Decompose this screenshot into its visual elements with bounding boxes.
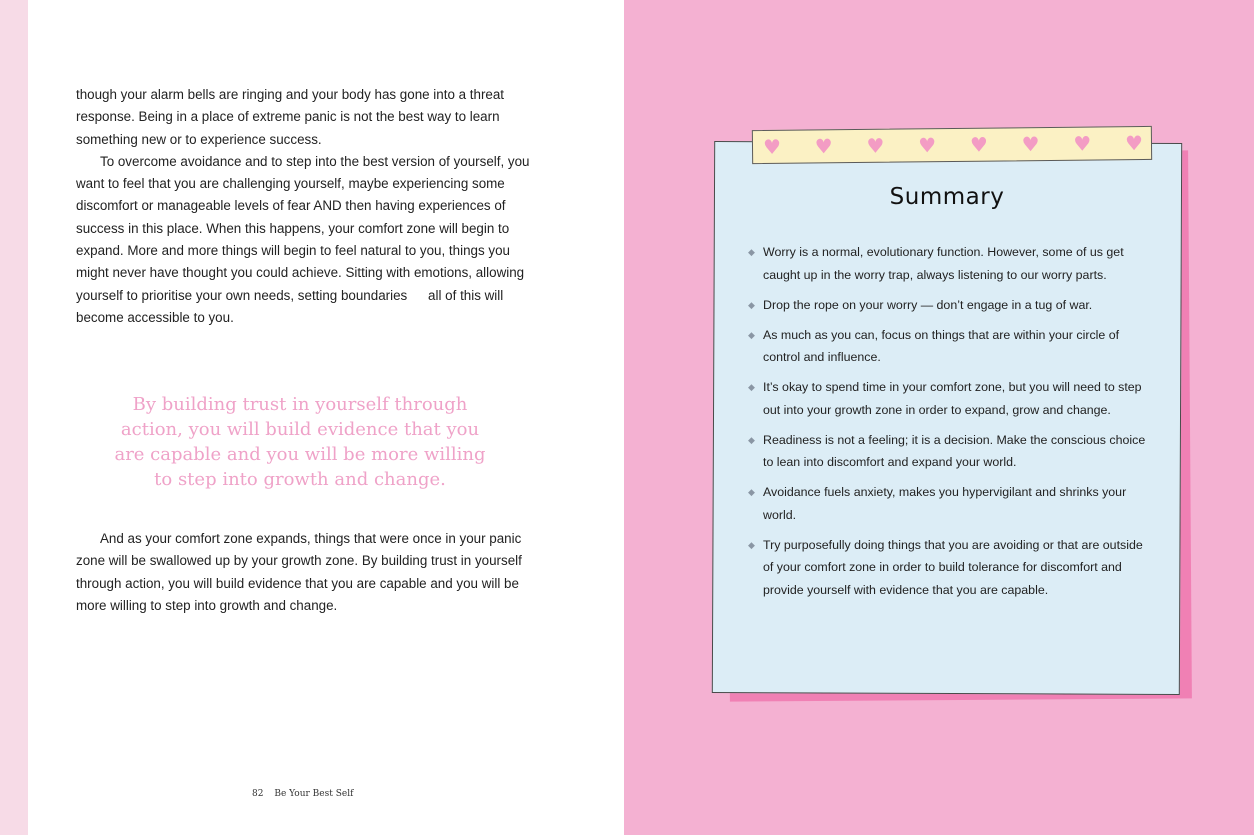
summary-title: Summary (889, 184, 1005, 210)
page-spine-strip (0, 0, 28, 835)
paragraph-comfort-zone-expands: And as your comfort zone expands, things that were once in your panic zone will be swallowed up by your growth zone. By building trust in yourself through action, you will build evidence that you are capable and you will be more willing to step into growth and change. (76, 531, 522, 613)
heart-icon: ♥ (1124, 131, 1144, 156)
summary-item-text: Drop the rope on your worry — don’t engage in a tug of war. (763, 297, 1093, 312)
heart-icon: ♥ (1021, 132, 1040, 157)
summary-item-text: Try purposefully doing things that you are avoiding or that are outside of your comfort zone in order to build tolerance for discomfort and provide yourself with evidence that you are capable. (763, 537, 1143, 597)
diamond-bullet-icon: ◆ (748, 299, 755, 310)
body-paragraph-2 (76, 528, 538, 617)
diamond-bullet-icon: ◆ (748, 382, 755, 392)
summary-item-text: Avoidance fuels anxiety, makes you hypervigilant and shrinks your world. (763, 485, 1127, 522)
summary-item-text: Worry is a normal, evolutionary function. However, some of us get caught up in the worry trap, always listening to our worry parts. (763, 245, 1124, 282)
page-number: 82 (252, 789, 264, 799)
heart-icon: ♥ (969, 132, 988, 157)
heart-icon: ♥ (918, 133, 937, 158)
summary-item (748, 324, 1148, 369)
running-title: Be Your Best Self (274, 789, 354, 799)
summary-item (748, 534, 1148, 602)
pull-quote: By building trust in yourself through action, you will build evidence that you are capable and you will be more willing to step into growth and change. (114, 394, 486, 490)
diamond-bullet-icon: ◆ (748, 247, 755, 257)
decorative-tape (752, 126, 1152, 164)
heart-icon: ♥ (1073, 131, 1092, 156)
summary-item (748, 481, 1148, 526)
summary-item (748, 294, 1148, 317)
heart-icon: ♥ (814, 134, 833, 159)
summary-item-text: It’s okay to spend time in your comfort zone, but you will need to step out into your growth zone in order to expand, grow and change. (763, 380, 1142, 417)
summary-item (748, 429, 1148, 474)
diamond-bullet-icon: ◆ (748, 487, 755, 497)
body-paragraph-1 (76, 84, 536, 329)
paragraph-overcome-avoidance: To overcome avoidance and to step into the best version of yourself, you want to feel that you are challenging yourself, maybe experiencing some discomfort or manageable levels of fear AND then having experiences of success in this place. When this happens, your comfort zone will begin to expand. More and more things will begin to feel natural to you, things you might never have thought you could achieve. Sitting with emotions, allowing yourself to prioritise your own needs, setting boundaries all of this will become accessible to you. (76, 153, 530, 325)
diamond-bullet-icon: ◆ (748, 539, 755, 550)
diamond-bullet-icon: ◆ (748, 329, 755, 340)
summary-item (748, 241, 1148, 286)
diamond-bullet-icon: ◆ (748, 434, 755, 445)
page-footer (252, 789, 353, 799)
heart-icon: ♥ (762, 134, 782, 159)
summary-item (748, 376, 1148, 421)
heart-icon: ♥ (866, 133, 885, 158)
summary-item-text: As much as you can, focus on things that are within your circle of control and influence. (763, 327, 1120, 364)
left-page (28, 0, 624, 835)
tape-hearts (763, 129, 1143, 161)
summary-item-text: Readiness is not a feeling; it is a decision. Make the conscious choice to lean into discomfort and expand your world. (763, 432, 1146, 469)
paragraph-continuation: though your alarm bells are ringing and your body has gone into a threat response. Being in a place of extreme panic is not the best way to learn something new or to experience success. (76, 87, 505, 147)
summary-list (748, 241, 1148, 609)
